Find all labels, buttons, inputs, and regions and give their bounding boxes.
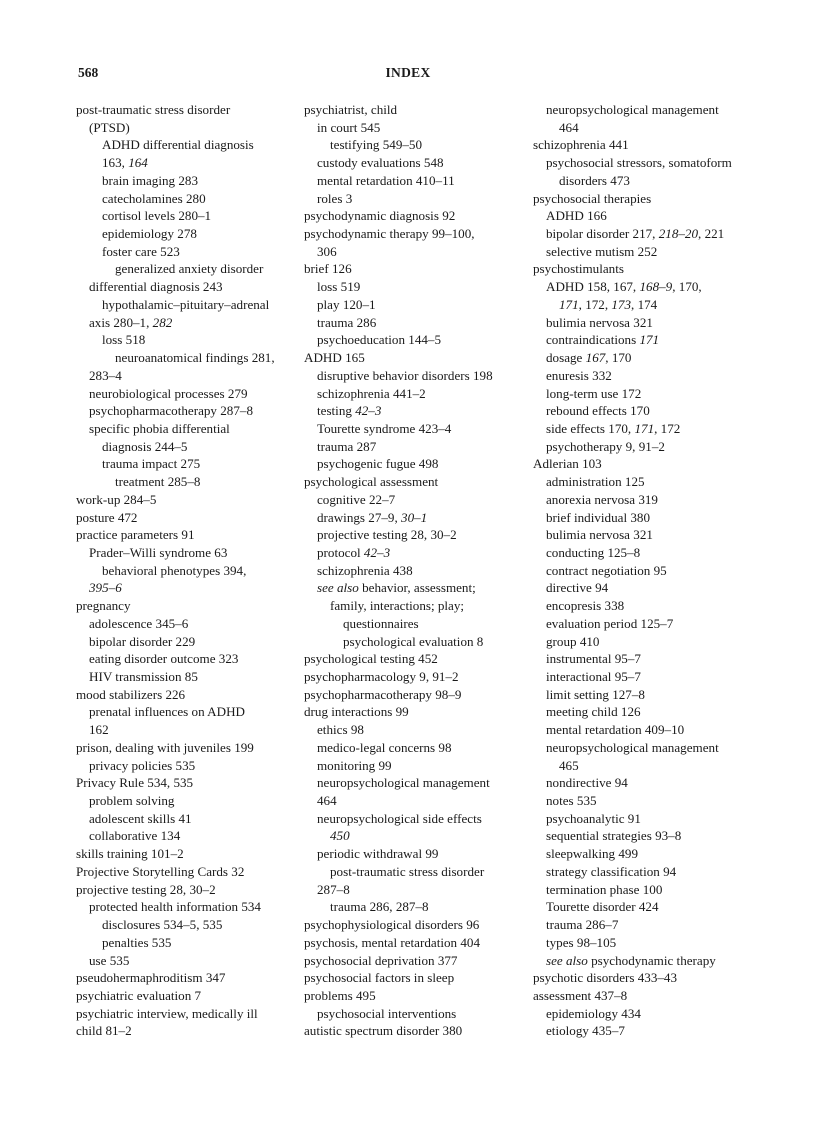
index-line: 162 (89, 722, 109, 738)
index-line: psychodynamic diagnosis 92 (304, 208, 456, 224)
index-line: in court 545 (317, 119, 381, 135)
index-line: periodic withdrawal 99 (317, 846, 439, 862)
index-line: psychosocial interventions (317, 1005, 457, 1021)
index-line: disclosures 534–5, 535 (102, 917, 223, 933)
index-line: bipolar disorder 229 (89, 633, 196, 649)
index-line: 465 (559, 757, 579, 773)
index-line: HIV transmission 85 (89, 669, 198, 684)
index-line: conducting 125–8 (546, 544, 641, 560)
index-line: etiology 435–7 (546, 1023, 625, 1039)
index-line: psychosocial stressors, somatoform (546, 155, 732, 171)
index-line: schizophrenia 438 (317, 562, 413, 578)
index-line: neuroanatomical findings 281, (115, 350, 275, 366)
index-line: cognitive 22–7 (317, 491, 396, 507)
index-line: cortisol levels 280–1 (102, 208, 212, 224)
index-line: trauma 287 (317, 438, 377, 454)
index-line: prenatal influences on ADHD (89, 704, 245, 720)
index-line: work-up 284–5 (76, 491, 157, 507)
index-line: termination phase 100 (546, 881, 663, 897)
index-line: autistic spectrum disorder 380 (304, 1023, 463, 1039)
index-line: 450 (330, 828, 350, 844)
index-line: brief individual 380 (546, 509, 651, 525)
index-line: 306 (317, 243, 337, 259)
index-line: contract negotiation 95 (546, 562, 667, 578)
index-line: contraindications 171 (546, 332, 660, 348)
index-line: sleepwalking 499 (546, 846, 639, 862)
index-line: custody evaluations 548 (317, 155, 444, 171)
index-line: post-traumatic stress disorder (330, 863, 485, 879)
index-line: (PTSD) (89, 119, 130, 135)
index-line: psychiatric evaluation 7 (76, 987, 202, 1003)
index-line: use 535 (89, 952, 130, 968)
index-line: anorexia nervosa 319 (546, 491, 658, 507)
index-line: family, interactions; play; (330, 598, 465, 614)
index-line: psychogenic fugue 498 (317, 456, 439, 472)
index-line: epidemiology 278 (102, 226, 197, 242)
index-line: eating disorder outcome 323 (89, 651, 239, 667)
index-line: psychotherapy 9, 91–2 (546, 438, 665, 454)
index-line: hypothalamic–pituitary–adrenal (102, 296, 270, 312)
index-line: instrumental 95–7 (546, 651, 641, 667)
index-line: 287–8 (317, 881, 350, 897)
index-line: practice parameters 91 (76, 527, 195, 543)
index-line: trauma 286–7 (546, 917, 619, 933)
index-line: problem solving (89, 793, 175, 809)
index-line: posture 472 (76, 509, 138, 525)
index-line: psychosocial deprivation 377 (304, 952, 458, 968)
index-line: pregnancy (76, 598, 131, 614)
index-line: strategy classification 94 (546, 863, 677, 879)
index-line: trauma impact 275 (102, 456, 201, 472)
index-line: types 98–105 (546, 934, 617, 950)
index-line: privacy policies 535 (89, 757, 196, 773)
index-line: bipolar disorder 217, 218–20, 221 (546, 226, 725, 242)
index-line: epidemiology 434 (546, 1005, 641, 1021)
index-line: see also psychodynamic therapy (546, 952, 716, 968)
index-line: mental retardation 409–10 (546, 722, 685, 738)
index-line: specific phobia differential (89, 420, 230, 436)
index-line: interactional 95–7 (546, 669, 641, 684)
index-line: meeting child 126 (546, 704, 641, 720)
index-line: treatment 285–8 (115, 474, 201, 490)
index-line: psychosocial factors in sleep (304, 970, 455, 986)
index-line: 464 (317, 793, 337, 809)
index-line: psychophysiological disorders 96 (304, 917, 480, 933)
index-line: encopresis 338 (546, 598, 625, 614)
index-line: side effects 170, 171, 172 (546, 420, 681, 436)
index-line: sequential strategies 93–8 (546, 828, 682, 844)
index-line: mood stabilizers 226 (76, 686, 186, 702)
page-number: 568 (78, 65, 99, 80)
index-line: Tourette disorder 424 (546, 899, 659, 915)
index-line: notes 535 (546, 793, 597, 809)
index-line: monitoring 99 (317, 757, 392, 773)
index-line: adolescent skills 41 (89, 810, 192, 826)
index-line: nondirective 94 (546, 775, 628, 791)
index-line: drawings 27–9, 30–1 (317, 509, 428, 525)
index-line: assessment 437–8 (533, 987, 628, 1003)
index-line: directive 94 (546, 580, 609, 596)
index-line: psychodynamic therapy 99–100, (304, 226, 475, 242)
index-line: pseudohermaphroditism 347 (76, 970, 226, 986)
index-line: limit setting 127–8 (546, 686, 645, 702)
index-line: dosage 167, 170 (546, 350, 632, 366)
index-line: disorders 473 (559, 172, 630, 188)
index-line: psychopharmacology 9, 91–2 (304, 669, 459, 684)
index-line: neuropsychological management (546, 739, 719, 755)
index-line: psychopharmacotherapy 98–9 (304, 686, 462, 702)
index-line: psychopharmacotherapy 287–8 (89, 403, 253, 419)
index-line: psychostimulants (533, 261, 624, 277)
index-line: bulimia nervosa 321 (546, 527, 653, 543)
index-line: group 410 (546, 633, 600, 649)
index-line: protocol 42–3 (317, 544, 391, 560)
index-line: collaborative 134 (89, 828, 181, 844)
index-column-3 (533, 101, 763, 1040)
index-line: 395–6 (89, 580, 122, 596)
index-line: psychosis, mental retardation 404 (304, 934, 480, 950)
index-line: 171, 172, 173, 174 (559, 296, 658, 312)
index-line: Prader–Willi syndrome 63 (89, 544, 228, 560)
index-line: ADHD 158, 167, 168–9, 170, (546, 279, 702, 295)
index-line: brief 126 (304, 261, 352, 277)
index-line: administration 125 (546, 474, 645, 490)
index-line: projective testing 28, 30–2 (317, 527, 457, 543)
index-line: selective mutism 252 (546, 243, 658, 259)
index-line: prison, dealing with juveniles 199 (76, 739, 254, 755)
index-line: trauma 286 (317, 314, 377, 330)
index-line: neuropsychological management (546, 102, 719, 117)
index-column-2 (304, 101, 522, 1040)
index-line: differential diagnosis 243 (89, 279, 223, 295)
index-line: psychological testing 452 (304, 651, 438, 667)
index-line: ADHD 166 (546, 208, 607, 224)
index-line: psychosocial therapies (533, 190, 652, 206)
index-line: 163, 164 (102, 155, 148, 171)
index-line: penalties 535 (102, 934, 172, 950)
index-line: neuropsychological management (317, 775, 490, 791)
index-line: mental retardation 410–11 (317, 172, 455, 188)
index-line: disruptive behavior disorders 198 (317, 367, 493, 383)
index-line: child 81–2 (76, 1023, 132, 1039)
index-line: psychological assessment (304, 474, 439, 490)
index-line: ADHD differential diagnosis (102, 137, 254, 153)
index-line: axis 280–1, 282 (89, 314, 173, 330)
index-line: neuropsychological side effects (317, 810, 482, 826)
index-line: problems 495 (304, 987, 376, 1003)
index-line: psychiatric interview, medically ill (76, 1005, 258, 1021)
index-line: drug interactions 99 (304, 704, 409, 720)
index-line: psychiatrist, child (304, 102, 398, 117)
index-line: psychoanalytic 91 (546, 810, 641, 826)
index-line: 464 (559, 119, 579, 135)
index-line: behavioral phenotypes 394, (102, 562, 247, 578)
index-line: Tourette syndrome 423–4 (317, 420, 452, 436)
index-line: schizophrenia 441 (533, 137, 629, 153)
index-line: evaluation period 125–7 (546, 615, 674, 631)
index-line: brain imaging 283 (102, 172, 199, 188)
index-line: Privacy Rule 534, 535 (76, 775, 194, 791)
index-line: testing 42–3 (317, 403, 382, 419)
index-line: long-term use 172 (546, 385, 642, 401)
index-line: questionnaires (343, 615, 419, 631)
index-line: protected health information 534 (89, 899, 261, 915)
index-line: psychological evaluation 8 (343, 633, 484, 649)
index-line: projective testing 28, 30–2 (76, 881, 216, 897)
index-line: roles 3 (317, 190, 353, 206)
index-line: Projective Storytelling Cards 32 (76, 863, 245, 879)
index-line: skills training 101–2 (76, 846, 184, 862)
index-line: neurobiological processes 279 (89, 385, 248, 401)
index-line: catecholamines 280 (102, 190, 206, 206)
index-line: see also behavior, assessment; (317, 580, 476, 596)
index-line: trauma 286, 287–8 (330, 899, 429, 915)
index-line: schizophrenia 441–2 (317, 385, 426, 401)
index-line: foster care 523 (102, 243, 180, 259)
index-line: 283–4 (89, 367, 122, 383)
index-line: rebound effects 170 (546, 403, 650, 419)
index-line: psychoeducation 144–5 (317, 332, 442, 348)
index-line: ADHD 165 (304, 350, 365, 366)
index-line: play 120–1 (317, 296, 376, 312)
index-line: adolescence 345–6 (89, 615, 189, 631)
index-line: bulimia nervosa 321 (546, 314, 653, 330)
index-line: medico-legal concerns 98 (317, 739, 452, 755)
index-line: testifying 549–50 (330, 137, 423, 153)
index-line: diagnosis 244–5 (102, 438, 188, 454)
running-head: INDEX (385, 65, 431, 80)
index-line: enuresis 332 (546, 367, 612, 383)
index-line: loss 519 (317, 279, 361, 295)
index-line: loss 518 (102, 332, 146, 348)
index-line: generalized anxiety disorder (115, 261, 264, 277)
index-line: Adlerian 103 (533, 456, 602, 472)
index-line: post-traumatic stress disorder (76, 102, 231, 117)
index-column-1 (76, 101, 292, 1040)
index-line: ethics 98 (317, 722, 364, 738)
index-line: psychotic disorders 433–43 (533, 970, 678, 986)
